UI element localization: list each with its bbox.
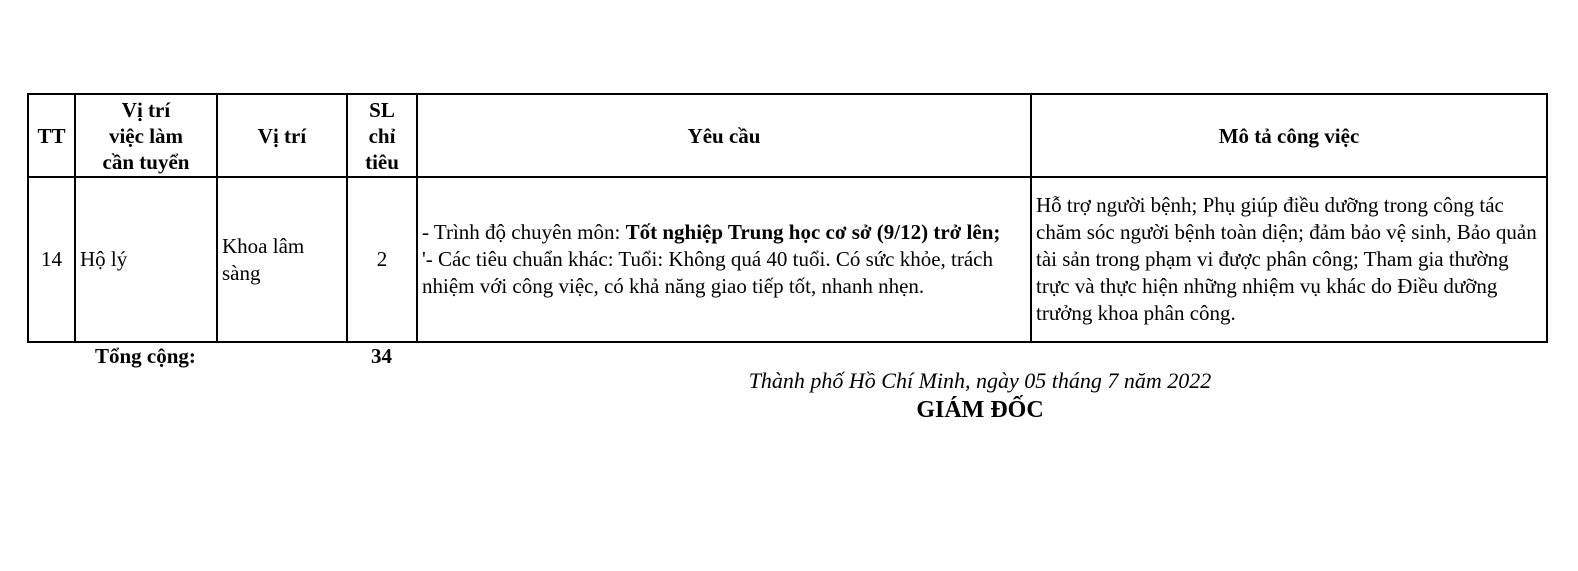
requirement-qualification-value: Tốt nghiệp Trung học cơ sở (9/12) trở lên; [625,220,1001,244]
cell-quota: 2 [347,177,417,342]
cell-description: Hỗ trợ người bệnh; Phụ giúp điều dưỡng trong công tác chăm sóc người bệnh toàn diện; đảm bảo vệ sinh, Bảo quản tài sản trong phạm vi được phân công; Tham gia thường trực và thực hiện những nhiệm vụ khác do Điều dưỡng trưởng khoa phân công. [1031,177,1547,342]
header-quota-line1: SL [369,97,395,122]
requirement-qualification [422,219,1026,246]
place-date: Thành phố Hồ Chí Minh, ngày 05 tháng 7 năm 2022 [748,368,1212,393]
header-position [75,94,217,177]
recruitment-table [27,93,1548,343]
header-requirements: Yêu cầu [417,94,1031,177]
header-position-line1: Vị trí [121,97,171,122]
requirement-other: '- Các tiêu chuẩn khác: Tuổi: Không quá 40 tuổi. Có sức khỏe, trách nhiệm với công việc, có khả năng giao tiếp tốt, nhanh nhẹn. [422,247,993,298]
cell-tt: 14 [28,177,75,342]
cell-position: Hộ lý [75,177,217,342]
total-value: 34 [371,344,392,368]
cell-department: Khoa lâm sàng [217,177,347,342]
header-department: Vị trí [217,94,347,177]
requirement-qualification-label: - Trình độ chuyên môn: [422,220,626,244]
total-label: Tổng cộng: [95,344,196,368]
header-position-line2: việc làm [108,123,184,148]
header-quota-line2: chỉ [368,123,396,148]
header-quota [347,94,417,177]
header-tt: TT [28,94,75,177]
header-quota-line3: tiêu [365,149,399,174]
header-position-line3: cần tuyển [102,149,190,174]
table-row [28,177,1547,342]
cell-requirements [417,177,1031,342]
signer-title: GIÁM ĐỐC [916,397,1044,423]
table-header-row [28,94,1547,177]
header-description: Mô tả công việc [1031,94,1547,177]
